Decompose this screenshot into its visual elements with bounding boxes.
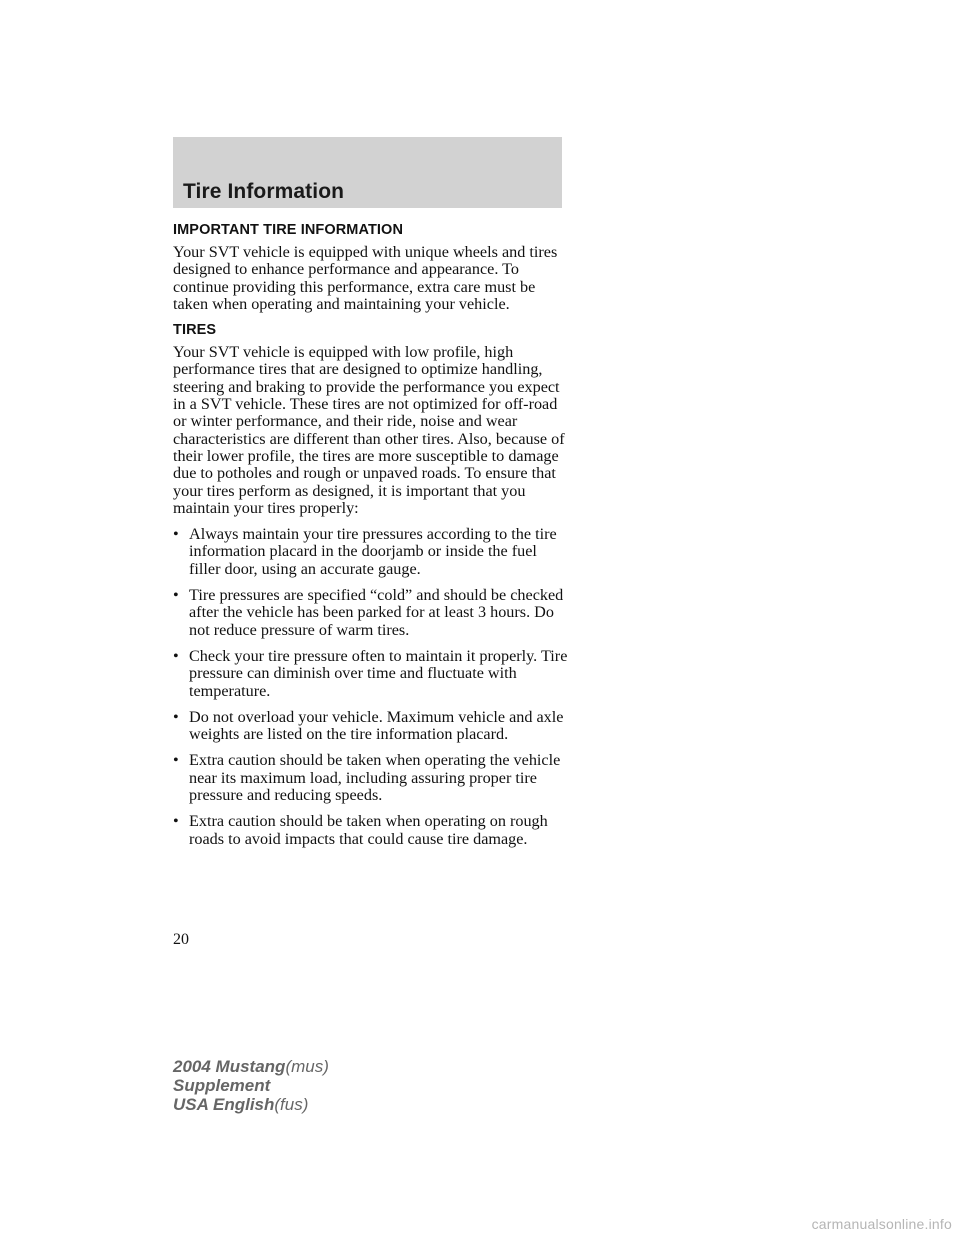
list-item: [173, 752, 568, 804]
tire-care-list: [173, 526, 568, 848]
list-item: [173, 587, 568, 639]
section-header-band: [173, 137, 562, 208]
footer-line-supplement: [173, 1076, 329, 1095]
footer-language-text: USA English: [173, 1095, 275, 1114]
bullet-icon: •: [173, 525, 179, 544]
document-footer: [173, 1057, 329, 1114]
list-item-text: Tire pressures are specified “cold” and should be checked after the vehicle has been parked for at least 3 hours. Do not reduce pressure of warm tires.: [189, 586, 564, 639]
list-item-text: Extra caution should be taken when operating the vehicle near its maximum load, including assuring proper tire pressure and reducing speeds.: [189, 751, 561, 805]
bullet-icon: •: [173, 707, 179, 726]
watermark: carmanualsonline.info: [811, 1216, 952, 1232]
bullet-icon: •: [173, 646, 179, 665]
list-item-text: Always maintain your tire pressures according to the tire information placard in the doorjamb or inside the fuel filler door, using an accurate gauge.: [189, 525, 557, 578]
paragraph-tires: Your SVT vehicle is equipped with low profile, high performance tires that are designed to optimize handling, steering and braking to provide the performance you expect in a SVT vehicle. These tires are not optimized for off-road or winter performance, and their ride, noise and wear characteristics are different than other tires. Also, because of their lower profile, the tires are more susceptible to damage due to potholes and rough or unpaved roads. To ensure that your tires perform as designed, it is important that you maintain your tires properly:: [173, 343, 565, 517]
paragraph-important-tire-information: Your SVT vehicle is equipped with unique wheels and tires designed to enhance performance and appearance. To continue providing this performance, extra care must be taken when operating and maintaining your vehicle.: [173, 243, 558, 313]
footer-language-code: (fus): [274, 1095, 309, 1114]
list-item-text: Check your tire pressure often to maintain it properly. Tire pressure can diminish over time and fluctuate with temperature.: [189, 646, 568, 700]
list-item-text: Do not overload your vehicle. Maximum vehicle and axle weights are listed on the tire information placard.: [189, 707, 564, 744]
footer-line-language: [173, 1095, 329, 1114]
page-content: [173, 222, 568, 857]
list-item: [173, 648, 568, 700]
heading-important-tire-information: IMPORTANT TIRE INFORMATION: [173, 222, 404, 238]
heading-tires: TIRES: [173, 322, 217, 339]
footer-model-text: 2004 Mustang: [173, 1057, 286, 1076]
bullet-icon: •: [173, 751, 179, 770]
list-item: [173, 709, 568, 744]
list-item-text: Extra caution should be taken when operating on rough roads to avoid impacts that could cause tire damage.: [189, 812, 548, 848]
bullet-icon: •: [173, 586, 179, 605]
page-number: 20: [173, 931, 189, 948]
footer-line-model: [173, 1057, 329, 1076]
list-item: [173, 526, 568, 578]
footer-supplement-text: Supplement: [173, 1076, 271, 1095]
footer-model-code: (mus): [285, 1057, 329, 1076]
list-item: [173, 813, 568, 848]
section-title: Tire Information: [183, 180, 345, 203]
bullet-icon: •: [173, 812, 179, 831]
